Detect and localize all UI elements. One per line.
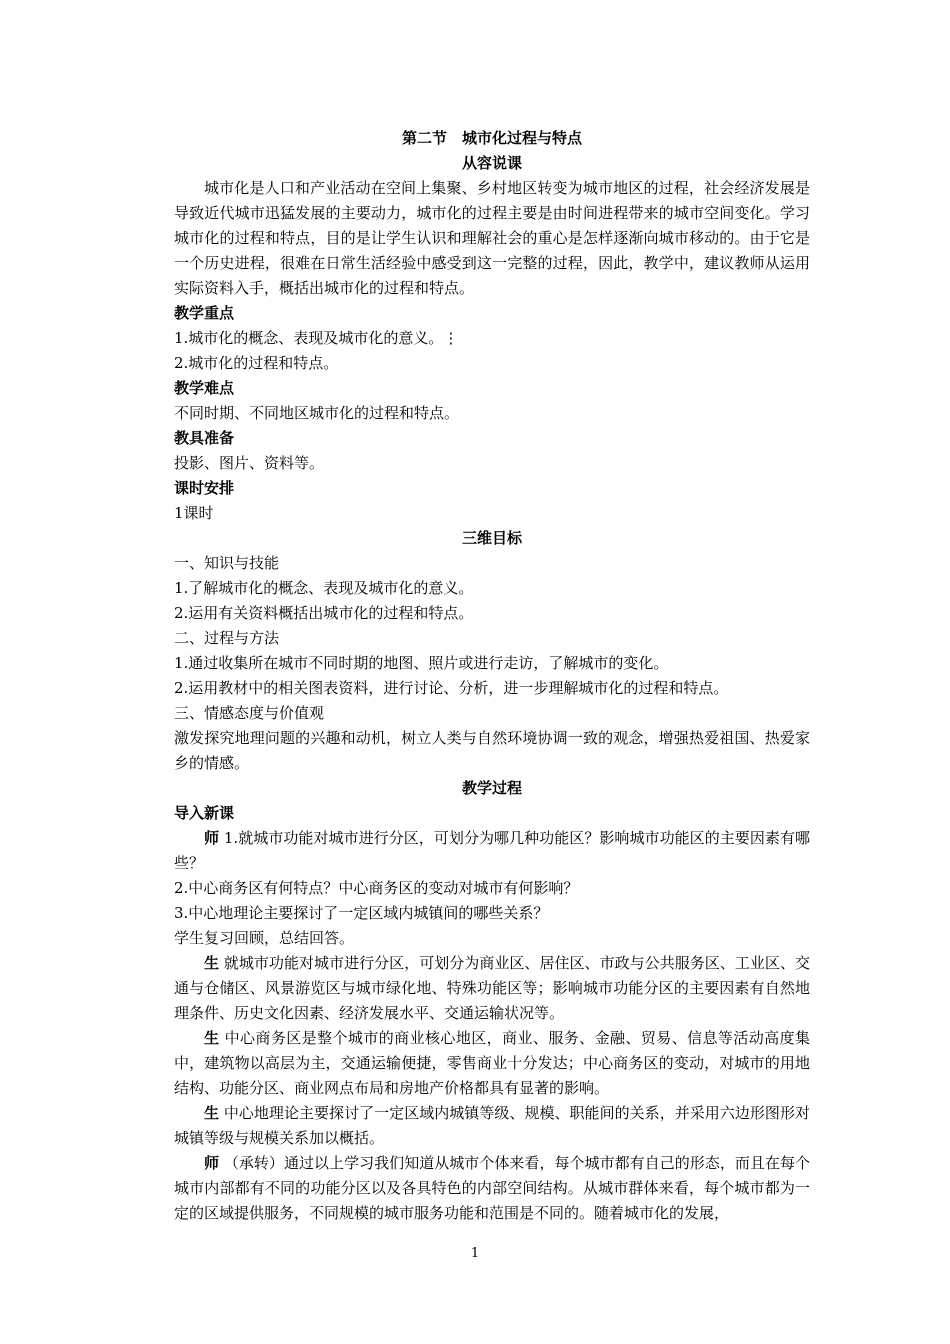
goals-heading: 三维目标 bbox=[461, 529, 522, 547]
goals-item: 1.通过收集所在城市不同时期的地图、照片或进行走访，了解城市的变化。 bbox=[174, 654, 669, 672]
goals-item: 1.了解城市化的概念、表现及城市化的意义。 bbox=[174, 579, 474, 597]
process-subheading: 导入新课 bbox=[174, 804, 235, 822]
schedule-text: 1课时 bbox=[174, 504, 214, 522]
tools-text: 投影、图片、资料等。 bbox=[174, 454, 325, 472]
teacher-question-1: 师 1.就城市功能对城市进行分区，可划分为哪几种功能区？影响城市功能区的主要因素有哪些？ bbox=[174, 829, 810, 872]
document-body bbox=[174, 126, 810, 1226]
student-answer-2: 生 中心商务区是整个城市的商业核心地区，商业、服务、金融、贸易、信息等活动高度集中，建筑物以高层为主，交通运输便捷，零售商业十分发达；中心商务区的变动，对城市的用地结构、功能分区、商业网点布局和房地产价格都具有显著的影响。 bbox=[174, 1029, 810, 1097]
difficulty-text: 不同时期、不同地区城市化的过程和特点。 bbox=[174, 404, 460, 422]
goals-section-1: 一、知识与技能 bbox=[174, 554, 280, 572]
review-note: 学生复习回顾，总结回答。 bbox=[174, 929, 355, 947]
student-label: 生 bbox=[204, 954, 220, 972]
key-point-item: 2.城市化的过程和特点。 bbox=[174, 354, 339, 372]
teacher-label: 师 bbox=[204, 829, 220, 847]
page-number: 1 bbox=[470, 1246, 480, 1261]
goals-section-2: 二、过程与方法 bbox=[174, 629, 280, 647]
page-title: 第二节 城市化过程与特点 bbox=[401, 129, 582, 147]
student-label: 生 bbox=[204, 1029, 220, 1047]
student-answer-1: 生 就城市功能对城市进行分区，可划分为商业区、居住区、市政与公共服务区、工业区、交通与仓储区、风景游览区与城市绿化地、特殊功能区等；影响城市功能分区的主要因素有自然地理条件、历史文化因素、经济发展水平、交通运输状况等。 bbox=[174, 954, 810, 1022]
section-subtitle: 从容说课 bbox=[461, 154, 522, 172]
process-heading: 教学过程 bbox=[461, 779, 522, 797]
teacher-question-3: 3.中心地理论主要探讨了一定区域内城镇间的哪些关系？ bbox=[174, 904, 549, 922]
intro-paragraph: 城市化是人口和产业活动在空间上集聚、乡村地区转变为城市地区的过程，社会经济发展是导致近代城市迅猛发展的主要动力，城市化的过程主要是由时间进程带来的城市空间变化。学习城市化的过程和特点，目的是让学生认识和理解社会的重心是怎样逐渐向城市移动的。由于它是一个历史进程，很难在日常生活经验中感受到这一完整的过程，因此，教学中，建议教师从运用实际资料入手，概括出城市化的过程和特点。 bbox=[174, 179, 810, 297]
tools-heading: 教具准备 bbox=[174, 429, 235, 447]
teacher-question-2: 2.中心商务区有何特点？中心商务区的变动对城市有何影响？ bbox=[174, 879, 579, 897]
key-point-item: 1.城市化的概念、表现及城市化的意义。⋮ bbox=[174, 329, 459, 347]
goals-section-3: 三、情感态度与价值观 bbox=[174, 704, 325, 722]
student-answer-3: 生 中心地理论主要探讨了一定区域内城镇等级、规模、职能间的关系，并采用六边形图形对城镇等级与规模关系加以概括。 bbox=[174, 1104, 810, 1147]
goals-item: 2.运用有关资料概括出城市化的过程和特点。 bbox=[174, 604, 474, 622]
goals-section-3-text: 激发探究地理问题的兴趣和动机，树立人类与自然环境协调一致的观念，增强热爱祖国、热爱家乡的情感。 bbox=[174, 729, 810, 772]
key-points-heading: 教学重点 bbox=[174, 304, 235, 322]
teacher-transition: 师 （承转）通过以上学习我们知道从城市个体来看，每个城市都有自己的形态，而且在每个城市内部都有不同的功能分区以及各具特色的内部空间结构。从城市群体来看，每个城市都为一定的区域提供服务，不同规模的城市服务功能和范围是不同的。随着城市化的发展， bbox=[174, 1154, 810, 1222]
schedule-heading: 课时安排 bbox=[174, 479, 235, 497]
teacher-label: 师 bbox=[204, 1154, 220, 1172]
student-label: 生 bbox=[204, 1104, 220, 1122]
goals-item: 2.运用教材中的相关图表资料，进行讨论、分析，进一步理解城市化的过程和特点。 bbox=[174, 679, 729, 697]
difficulty-heading: 教学难点 bbox=[174, 379, 235, 397]
